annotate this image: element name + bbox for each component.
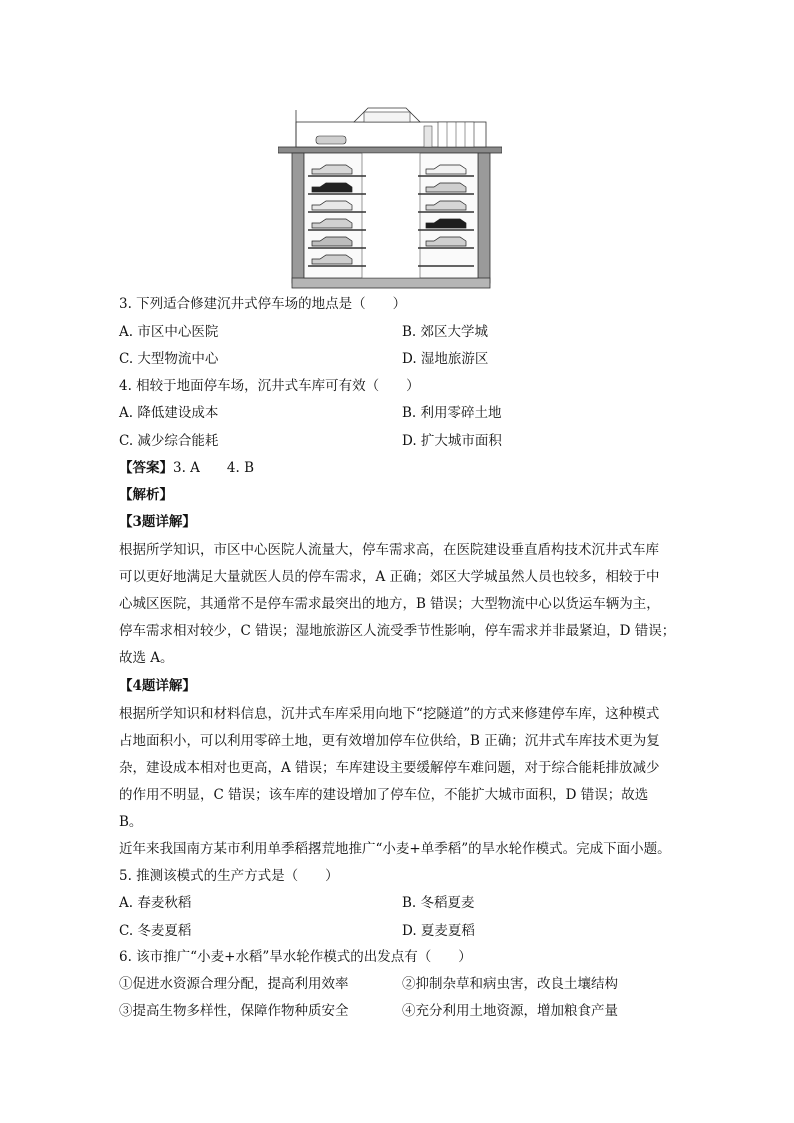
detail-4-line: 的作用不明显，C 错误；该车库的建设增加了停车位，不能扩大城市面积，D 错误；故选 (119, 787, 649, 803)
answer-values: 3. A 4. B (173, 460, 255, 476)
question-3-option-b: B. 郊区大学城 (402, 324, 489, 340)
question-6-option-2: ②抑制杂草和病虫害，改良土壤结构 (402, 976, 618, 992)
detail-3-line: 故选 A。 (119, 650, 174, 666)
question-4-option-d: D. 扩大城市面积 (402, 433, 502, 449)
question-5-option-d: D. 夏麦夏稻 (402, 923, 475, 939)
question-5-stem: 5. 推测该模式的生产方式是（ ） (119, 868, 339, 884)
answer-line (119, 458, 254, 478)
question-3-option-c: C. 大型物流中心 (119, 351, 219, 367)
parking-garage-diagram (278, 100, 502, 290)
answer-label: 【答案】 (119, 460, 173, 476)
detail-3-line: 根据所学知识，市区中心医院人流量大，停车需求高，在医院建设垂直盾构技术沉井式车库 (119, 542, 659, 558)
detail-3-line: 心城区医院，其通常不是停车需求最突出的地方，B 错误；大型物流中心以货运车辆为主， (119, 596, 660, 612)
detail-4-line: 占地面积小，可以利用零碎土地，更有效增加停车位供给，B 正确；沉井式车库技术更为复 (119, 733, 660, 749)
question-3-stem: 3. 下列适合修建沉井式停车场的地点是（ ） (119, 296, 407, 312)
detail-4-label: 【4题详解】 (119, 678, 196, 694)
question-5-option-b: B. 冬稻夏麦 (402, 895, 475, 911)
question-6-option-3: ③提高生物多样性，保障作物种质安全 (119, 1003, 349, 1019)
question-3-option-d: D. 湿地旅游区 (402, 351, 489, 367)
detail-4-line: 根据所学知识和材料信息，沉井式车库采用向地下“挖隧道”的方式来修建停车库，这种模式 (119, 706, 660, 722)
question-4-option-c: C. 减少综合能耗 (119, 433, 219, 449)
detail-3-line: 可以更好地满足大量就医人员的停车需求，A 正确；郊区大学城虽然人员也较多，相较于中 (119, 569, 660, 585)
question-4-option-b: B. 利用零碎土地 (402, 405, 502, 421)
detail-4-paragraph (119, 701, 679, 836)
detail-3-paragraph (119, 537, 679, 672)
analysis-label: 【解析】 (119, 487, 173, 503)
detail-4-line: B。 (119, 814, 143, 830)
detail-3-label: 【3题详解】 (119, 514, 196, 530)
question-4-option-a: A. 降低建设成本 (119, 405, 219, 421)
question-6-stem: 6. 该市推广“小麦+水稻”旱水轮作模式的出发点有（ ） (119, 949, 472, 965)
material-intro: 近年来我国南方某市利用单季稻撂荒地推广“小麦+单季稻”的旱水轮作模式。完成下面小题。 (119, 841, 671, 857)
detail-3-line: 停车需求相对较少，C 错误；湿地旅游区人流受季节性影响，停车需求并非最紧迫，D 错误； (119, 623, 676, 639)
question-6-option-1: ①促进水资源合理分配，提高利用效率 (119, 976, 349, 992)
question-4-stem: 4. 相较于地面停车场，沉井式车库可有效（ ） (119, 378, 420, 394)
question-5-option-c: C. 冬麦夏稻 (119, 923, 192, 939)
question-5-option-a: A. 春麦秋稻 (119, 895, 192, 911)
question-3-option-a: A. 市区中心医院 (119, 324, 219, 340)
question-6-option-4: ④充分利用土地资源，增加粮食产量 (402, 1003, 618, 1019)
detail-4-line: 杂，建设成本相对也更高，A 错误；车库建设主要缓解停车难问题，对于综合能耗排放减少 (119, 760, 660, 776)
